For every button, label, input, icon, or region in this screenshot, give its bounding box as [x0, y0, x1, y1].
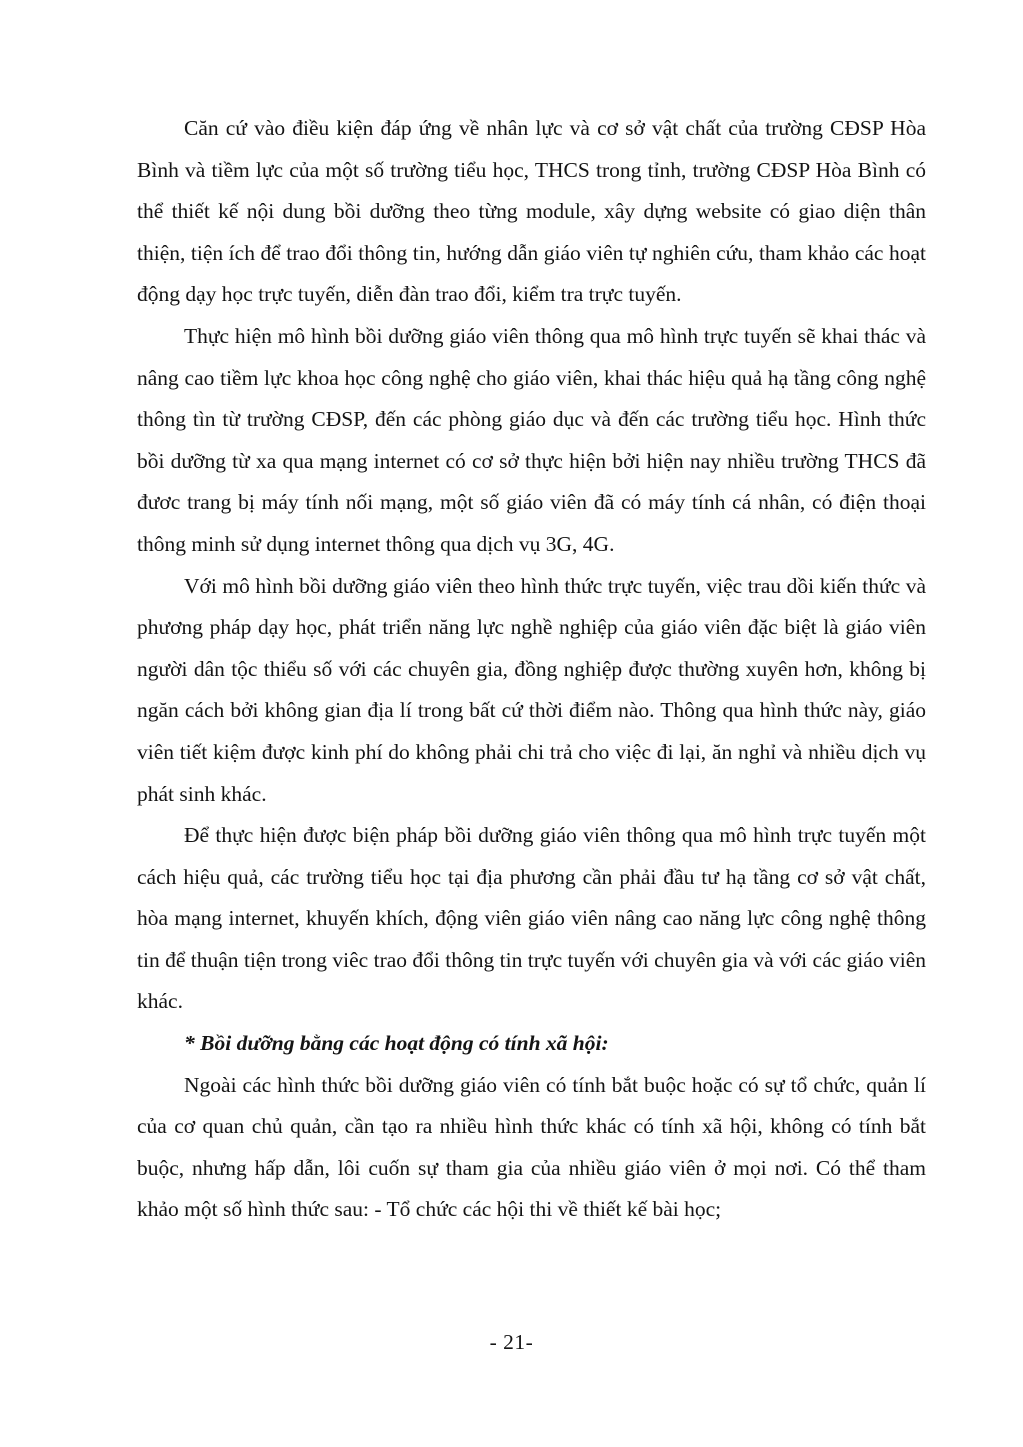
section-heading: * Bồi dưỡng bằng các hoạt động có tính xã hội:: [184, 1031, 609, 1056]
paragraph-1: Căn cứ vào điều kiện đáp ứng về nhân lực và cơ sở vật chất của trường CĐSP Hòa Bình và tiềm lực của một số trường tiểu học, THCS trong tỉnh, trường CĐSP Hòa Bình có thể thiết kế nội dung bồi dưỡng theo từng module, xây dựng website có giao diện thân thiện, tiện ích để trao đổi thông tin, hướng dẫn giáo viên tự nghiên cứu, tham khảo các hoạt động dạy học trực tuyến, diễn đàn trao đổi, kiểm tra trực tuyến.: [137, 116, 926, 307]
paragraph-5: Ngoài các hình thức bồi dưỡng giáo viên có tính bắt buộc hoặc có sự tổ chức, quản lí của cơ quan chủ quản, cần tạo ra nhiều hình thức khác có tính xã hội, không có tính bắt buộc, nhưng hấp dẫn, lôi cuốn sự tham gia của nhiều giáo viên ở mọi nơi. Có thể tham khảo một số hình thức sau: - Tổ chức các hội thi về thiết kế bài học;: [137, 1072, 926, 1222]
paragraph-3: Với mô hình bồi dưỡng giáo viên theo hình thức trực tuyến, việc trau dồi kiến thức và phương pháp dạy học, phát triển năng lực nghề nghiệp của giáo viên đặc biệt là giáo viên người dân tộc thiểu số với các chuyên gia, đồng nghiệp được thường xuyên hơn, không bị ngăn cách bởi không gian địa lí trong bất cứ thời điểm nào. Thông qua hình thức này, giáo viên tiết kiệm được kinh phí do không phải chi trả cho việc đi lại, ăn nghỉ và nhiều dịch vụ phát sinh khác.: [137, 573, 926, 806]
paragraph-4: Để thực hiện được biện pháp bồi dưỡng giáo viên thông qua mô hình trực tuyến một cách hiệu quả, các trường tiểu học tại địa phương cần phải đầu tư hạ tầng cơ sở vật chất, hòa mạng internet, khuyến khích, động viên giáo viên nâng cao năng lực công nghệ thông tin để thuận tiện trong viêc trao đổi thông tin trực tuyến với chuyên gia và với các giáo viên khác.: [137, 823, 926, 1014]
page-body: [137, 108, 926, 1231]
paragraph-2: Thực hiện mô hình bồi dưỡng giáo viên thông qua mô hình trực tuyến sẽ khai thác và nâng cao tiềm lực khoa học công nghệ cho giáo viên, khai thác hiệu quả hạ tầng công nghệ thông tìn từ trường CĐSP, đến các phòng giáo dục và đến các trường tiểu học. Hình thức bồi dưỡng từ xa qua mạng internet có cơ sở thực hiện bởi hiện nay nhiều trường THCS đã đươc trang bị máy tính nối mạng, một số giáo viên đã có máy tính cá nhân, có điện thoại thông minh sử dụng internet thông qua dịch vụ 3G, 4G.: [137, 323, 926, 556]
page-number: - 21-: [489, 1330, 534, 1354]
